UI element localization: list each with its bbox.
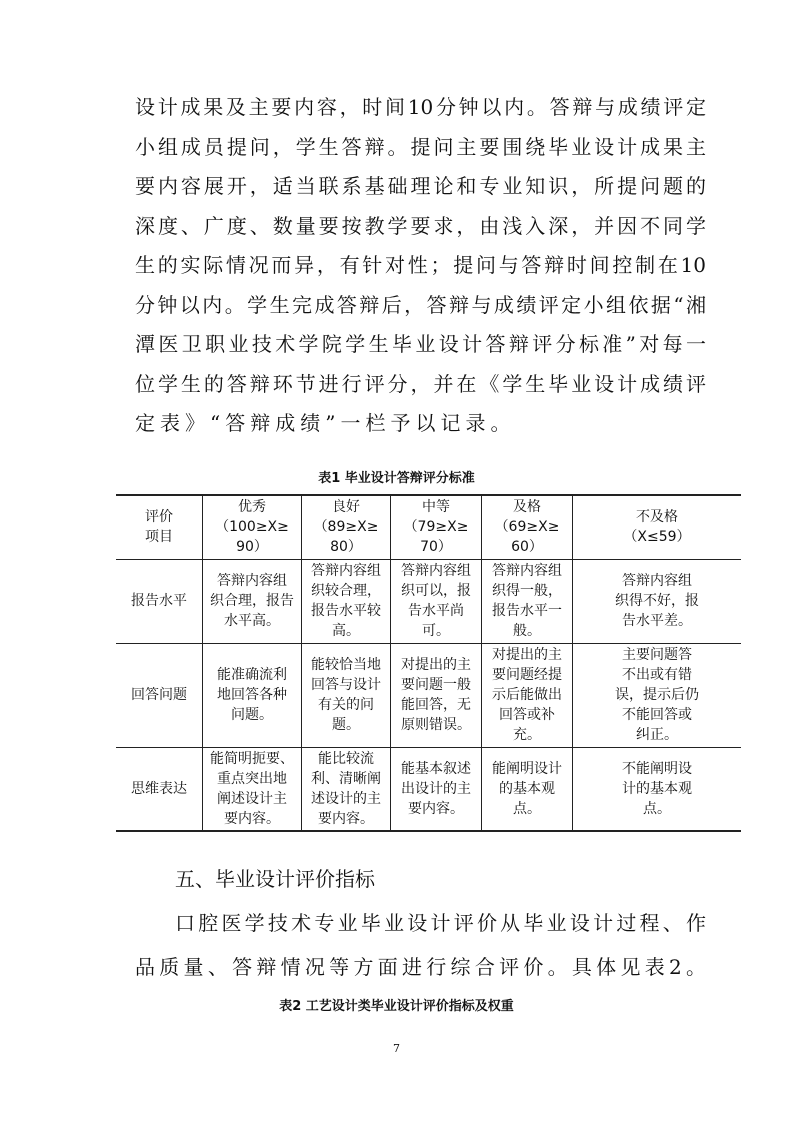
table-cell: 对提出的主 要问题一般 能回答，无 原则错误。 [391,643,482,747]
table-cell: 答辩内容组 织得一般， 报告水平一 般。 [482,559,573,643]
header-cell: 不及格 （X≤59） [573,495,742,559]
table-row [116,643,741,747]
header-cell: 良好 （89≥X≥ 80） [302,495,391,559]
header-cell: 中等 （79≥X≥ 70） [391,495,482,559]
table-cell: 对提出的主 要问题经提 示后能做出 回答或补 充。 [482,643,573,747]
header-cell: 优秀 （100≥X≥ 90） [203,495,302,559]
table-cell: 答辩内容组 织得不好，报 告水平差。 [573,559,742,643]
table1-caption: 表1 毕业设计答辩评分标准 [318,471,475,486]
table-cell: 主要问题答 不出或有错 误，提示后仍 不能回答或 纠正。 [573,643,742,747]
row-label-cell: 报告水平 [116,559,203,643]
text-line: 品质量、答辩情况等方面进行综合评价。具体见表2。 [135,955,706,979]
table-row [116,747,741,831]
table-cell: 能基本叙述 出设计的主 要内容。 [391,747,482,831]
text-line: 潭医卫职业技术学院学生毕业设计答辩评分标准”对每一 [135,332,706,356]
table1-defense-scoring [116,494,741,832]
text-line: 位学生的答辩环节进行评分，并在《学生毕业设计成绩评 [135,371,706,396]
table-row [116,559,741,643]
text-line: 生的实际情况而异，有针对性；提问与答辩时间控制在10 [135,253,706,277]
table-cell: 答辩内容组 织合理，报告 水平高。 [203,559,302,643]
header-cell: 及格 （69≥X≥ 60） [482,495,573,559]
text-line: 分钟以内。学生完成答辩后，答辩与成绩评定小组依据“湘 [135,292,706,317]
row-label-cell: 思维表达 [116,747,203,831]
page-number: 7 [393,1042,400,1055]
table-cell: 能简明扼要、 重点突出地 阐述设计主 要内容。 [203,747,302,831]
text-line: 定表》“答辩成绩”一栏予以记录。 [135,411,516,435]
table-cell: 答辩内容组 织可以，报 告水平尚 可。 [391,559,482,643]
table-cell: 能比较流 利、清晰阐 述设计的主 要内容。 [302,747,391,831]
text-line: 口腔医学技术专业毕业设计评价从毕业设计过程、作 [175,911,706,935]
table-cell: 答辩内容组 织较合理， 报告水平较 高。 [302,559,391,643]
text-line: 要内容展开，适当联系基础理论和专业知识，所提问题的 [135,174,706,198]
table-cell: 能阐明设计 的基本观 点。 [482,747,573,831]
header-cell: 评价 项目 [116,495,203,559]
row-label-cell: 回答问题 [116,643,203,747]
text-line: 小组成员提问，学生答辩。提问主要围绕毕业设计成果主 [135,134,706,159]
text-line: 设计成果及主要内容，时间10分钟以内。答辩与成绩评定 [135,95,706,119]
section-heading: 五、毕业设计评价指标 [175,867,375,891]
table2-caption: 表2 工艺设计类毕业设计评价指标及权重 [279,999,514,1014]
table-header-row [116,495,741,559]
table-cell: 不能阐明设 计的基本观 点。 [573,747,742,831]
text-line: 深度、广度、数量要按教学要求，由浅入深，并因不同学 [135,213,706,238]
table-cell: 能较恰当地 回答与设计 有关的问 题。 [302,643,391,747]
table-cell: 能准确流利 地回答各种 问题。 [203,643,302,747]
